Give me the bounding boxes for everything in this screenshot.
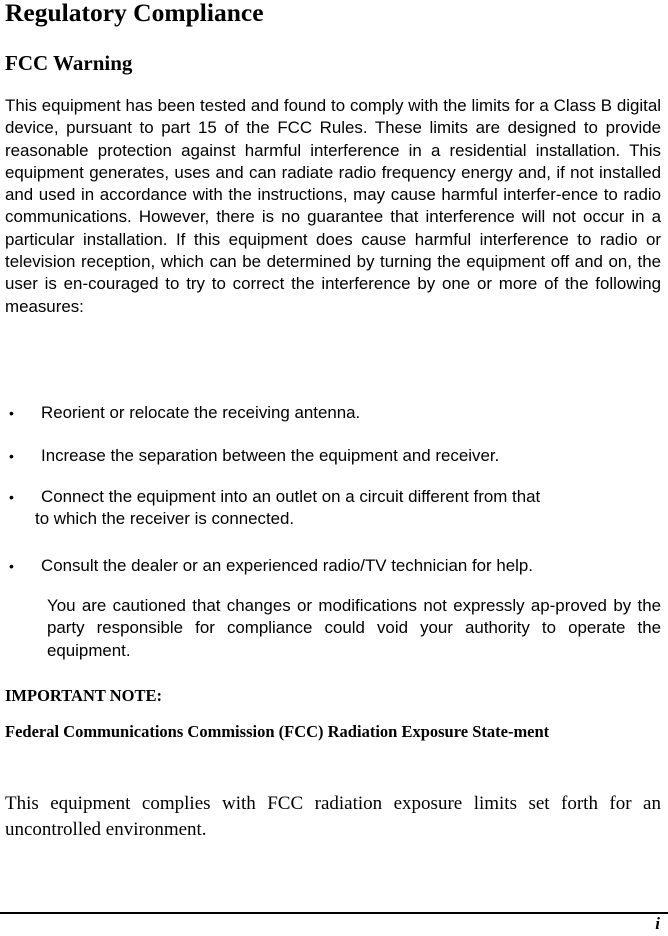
list-item-text: Increase the separation between the equipment and receiver. (41, 446, 500, 465)
radiation-exposure-paragraph: This equipment complies with FCC radiation exposure limits set forth for an uncontrolled environment. (5, 793, 661, 840)
list-item-continuation: to which the receiver is connected. (35, 509, 295, 529)
list-item (5, 402, 661, 426)
radiation-exposure-heading: Federal Communications Commission (FCC) Radiation Exposure State-ment (5, 722, 550, 741)
page-number: i (655, 914, 660, 933)
bullet-icon: • (9, 448, 14, 464)
bullet-icon: • (9, 558, 14, 574)
list-item-text: Reorient or relocate the receiving antenna. (41, 403, 361, 422)
footer-divider (0, 912, 668, 914)
section-heading-fcc-warning: FCC Warning (5, 51, 133, 75)
list-item-text-block (5, 486, 661, 531)
caution-paragraph: You are cautioned that changes or modifications not expressly ap-proved by the party responsible for compliance could void your authority to operate the equipment. (47, 596, 661, 660)
list-item-text: Consult the dealer or an experienced radio/TV technician for help. (41, 556, 533, 575)
important-note-heading: IMPORTANT NOTE: (5, 686, 162, 705)
list-item (5, 555, 661, 579)
list-item-text: Connect the equipment into an outlet on a circuit different from that (41, 487, 541, 506)
bullet-icon: • (9, 489, 14, 505)
page-title: Regulatory Compliance (5, 0, 264, 27)
list-item (5, 445, 661, 469)
list-item (5, 486, 661, 534)
fcc-warning-paragraph: This equipment has been tested and found to comply with the limits for a Class B digital device, pursuant to part 15 of the FCC Rules. These limits are designed to provide reasonable protection against harmful interference in a residential installation. This equipment generates, uses and can radiate radio frequency energy and, if not installed and used in accordance with the instructions, may cause harmful interfer-ence to radio communications. However, there is no guarantee that interference will not occur in a particular installation. If this equipment does cause harmful interference to radio or television reception, which can be determined by turning the equipment off and on, the user is en-couraged to try to correct the interference by one or more of the following measures: (5, 96, 661, 316)
bullet-icon: • (9, 405, 14, 421)
